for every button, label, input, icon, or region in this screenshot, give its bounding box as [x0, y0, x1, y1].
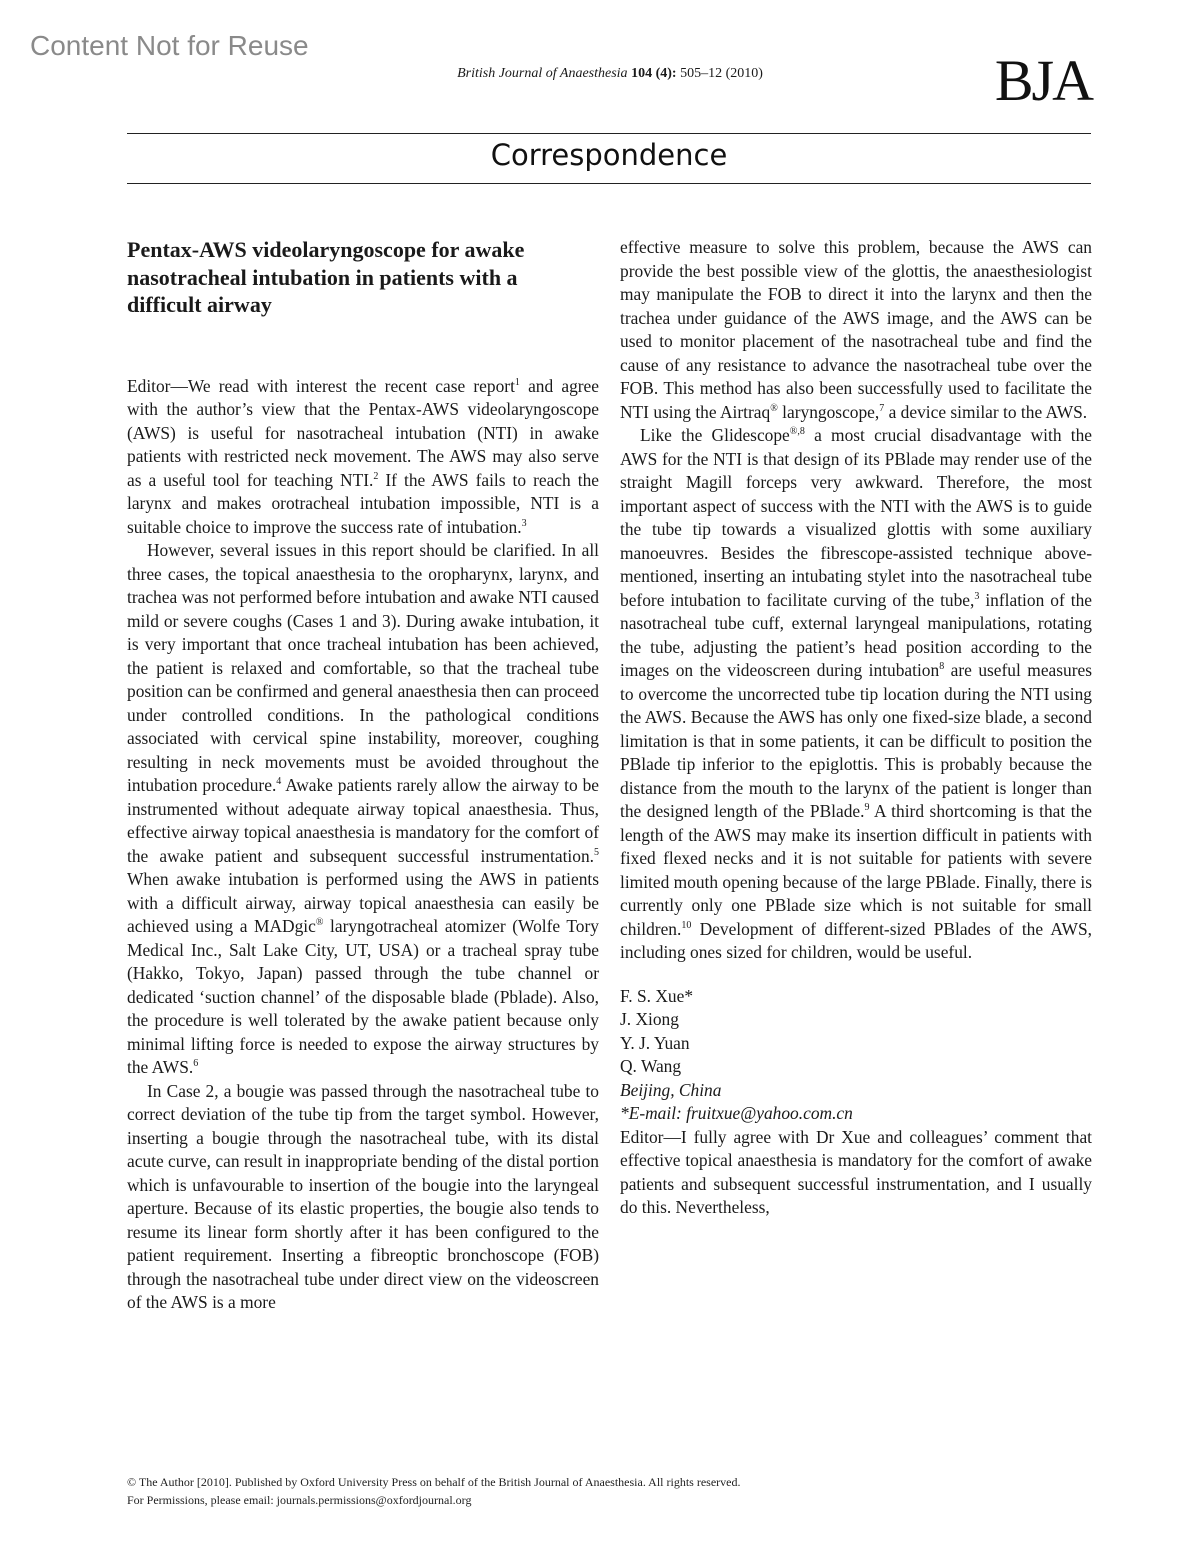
- text-run: Awake patients rarely allow the airway to be instrumented without adequate airway topical anaesthesia. Thus, effective airway topical anaesthesia is mandatory for the comfort of the awake patient and subsequent successful instrumentation.: [127, 775, 599, 866]
- reference-marker: 6: [193, 1058, 199, 1070]
- watermark: Content Not for Reuse: [30, 30, 309, 61]
- text-run: Like the Glidescope: [640, 425, 790, 445]
- text-run: A third shortcoming is that the length of the AWS may make its insertion difficult in patients with fixed flexed necks and it is not suitable for patients with severe limited mouth opening because of the large PBlade. Finally, there is currently only one PBlade size which is not suitable for small children.: [620, 801, 1092, 939]
- right-column: [620, 236, 1092, 1220]
- pages-year: 505–12 (2010): [680, 66, 763, 81]
- reference-marker: 1: [514, 376, 520, 388]
- text-run: Development of different-sized PBlades of the AWS, including ones sized for children, would be useful.: [620, 918, 1092, 962]
- text-run: inflation of the nasotracheal tube cuff, external laryngeal manipulations, rotating the tube, adjusting the patient’s head position according to the images on the videoscreen during intubation: [620, 589, 1092, 680]
- reference-marker: 3: [974, 590, 980, 602]
- footer: [127, 1473, 740, 1509]
- reply-paragraph: Editor—I fully agree with Dr Xue and colleagues’ comment that effective topical anaesthesia is mandatory for the comfort of awake patients and subsequent successful instrumentation, and I usually do this. Nevertheless,: [620, 1126, 1092, 1217]
- author-name: Y. J. Yuan: [620, 1032, 690, 1053]
- reference-marker: 10: [681, 919, 692, 931]
- top-rule: [127, 133, 1091, 134]
- text-run: laryngotracheal atomizer (Wolfe Tory Medical Inc., Salt Lake City, UT, USA) or a tracheal spray tube (Hakko, Tokyo, Japan) passed through the tube channel or dedicated ‘suction channel’ of the disposable blade (Pblade). Also, the procedure is well tolerated by the awake patient because only minimal lifting force is needed to expose the airway structures by the AWS.: [127, 916, 599, 1077]
- reference-marker: 5: [594, 846, 599, 858]
- journal-logo: BJA: [994, 48, 1092, 113]
- text-run: In Case 2, a bougie was passed through the nasotracheal tube to correct deviation of the tube tip from the target symbol. However, inserting a bougie through the nasotracheal tube, with its distal acute curve, can result in inappropriate bending of the distal portion which is unfavourable to insertion of the bougie into the laryngeal aperture. Because of its elastic properties, the bougie also tends to resume its linear form shortly after it has been configured to the patient requirement. Inserting a fibreoptic bronchoscope (FOB) through the nasotracheal tube under direct view on the videoscreen of the AWS is a more: [127, 1080, 599, 1312]
- reference-marker: 2: [373, 470, 379, 482]
- body-paragraph: [127, 1080, 599, 1315]
- text-run: a most crucial disadvantage with the AWS for the NTI is that design of its PBlade may render use of the straight Magill forceps very awkward. Therefore, the most important aspect of success with the NTI with the AWS is to guide the tube tip towards a visualized glottis with some auxiliary manoeuvres. Besides the fibrescope-assisted technique above-mentioned, inserting an intubating stylet into the nasotracheal tube before intubation to facilitate curving of the tube,: [620, 425, 1092, 610]
- reference-marker: ®: [315, 917, 324, 929]
- body-paragraph: [620, 236, 1092, 424]
- body-paragraph: [127, 539, 599, 1080]
- reference-marker: 9: [864, 802, 870, 814]
- text-run: and agree with the author’s view that the Pentax-AWS videolaryngoscope (AWS) is useful for nasotracheal intubation (NTI) in awake patients with restricted neck movement. The AWS may also serve as a useful tool for teaching NTI.: [127, 375, 599, 490]
- reference-marker: 8: [939, 661, 945, 673]
- section-title: Correspondence: [490, 138, 728, 172]
- author-affiliation: Beijing, China: [620, 1079, 722, 1100]
- reference-marker: 4: [276, 776, 282, 788]
- article-title: Pentax-AWS videolaryngoscope for awake nasotracheal intubation in patients with a difficult airway: [127, 237, 525, 317]
- reference-marker: ®,8: [789, 426, 805, 438]
- journal-name: British Journal of Anaesthesia: [457, 66, 628, 81]
- author-name: F. S. Xue*: [620, 985, 694, 1006]
- bottom-rule: [127, 183, 1091, 184]
- text-run: are useful measures to overcome the uncorrected tube tip location during the NTI using the AWS. Because the AWS has only one fixed-size blade, a second limitation is that in some patients, it can be difficult to position the PBlade tip inferior to the epiglottis. This is probably because the distance from the mouth to the larynx of the patient is longer than the designed length of the PBlade.: [620, 660, 1093, 821]
- body-paragraph: [127, 375, 599, 540]
- reference-marker: 7: [879, 402, 885, 414]
- reference-marker: ®: [770, 402, 778, 414]
- author-list: [620, 985, 1092, 1126]
- author-name: Q. Wang: [620, 1056, 682, 1076]
- permissions-notice: For Permissions, please email: journals.permissions@oxfordjournal.org: [127, 1493, 472, 1507]
- text-run: effective measure to solve this problem, because the AWS can provide the best possible view of the glottis, the anaesthesiologist may manipulate the FOB to direct it into the larynx and then the trachea under guidance of the AWS image, and the AWS can be used to monitor placement of the nasotracheal tube and find the cause of any resistance to advance the nasotracheal tube over the FOB. This method has also been successfully used to facilitate the NTI using the Airtraq: [620, 237, 1092, 422]
- text-run: laryngoscope,: [777, 401, 880, 422]
- author-name: J. Xiong: [620, 1009, 679, 1029]
- text-run: If the AWS fails to reach the larynx and makes orotracheal intubation impossible, NTI is a suitable choice to improve the success rate of intubation.: [127, 469, 599, 537]
- volume-issue: 104 (4):: [631, 66, 677, 81]
- body-paragraph: [620, 424, 1092, 965]
- text-run: Editor—We read with interest the recent case report: [127, 375, 515, 396]
- copyright-notice: © The Author [2010]. Published by Oxford University Press on behalf of the British Journal of Anaesthesia. All rights reserved.: [127, 1475, 741, 1489]
- left-column-body: [127, 375, 599, 1315]
- reference-marker: 3: [521, 517, 527, 529]
- left-column: [127, 236, 599, 1315]
- text-run: When awake intubation is performed using the AWS in patients with a difficult airway, airway topical anaesthesia can easily be achieved using a MADgic: [127, 869, 599, 936]
- text-run: a device similar to the AWS.: [884, 401, 1088, 422]
- text-run: However, several issues in this report should be clarified. In all three cases, the topical anaesthesia to the oropharynx, larynx, and trachea was not performed before intubation and awake NTI caused mild or severe coughs (Cases 1 and 3). During awake intubation, it is very important that once tracheal intubation has been achieved, the patient is relaxed and comfortable, so that the tracheal tube position can be confirmed and general anaesthesia then can proceed under controlled conditions. In the pathological conditions associated with cervical spine instability, moreover, coughing resulting in neck movements must be avoided throughout the intubation procedure.: [127, 540, 599, 795]
- right-column-body: [620, 236, 1092, 965]
- author-email: *E-mail: fruitxue@yahoo.com.cn: [620, 1103, 853, 1123]
